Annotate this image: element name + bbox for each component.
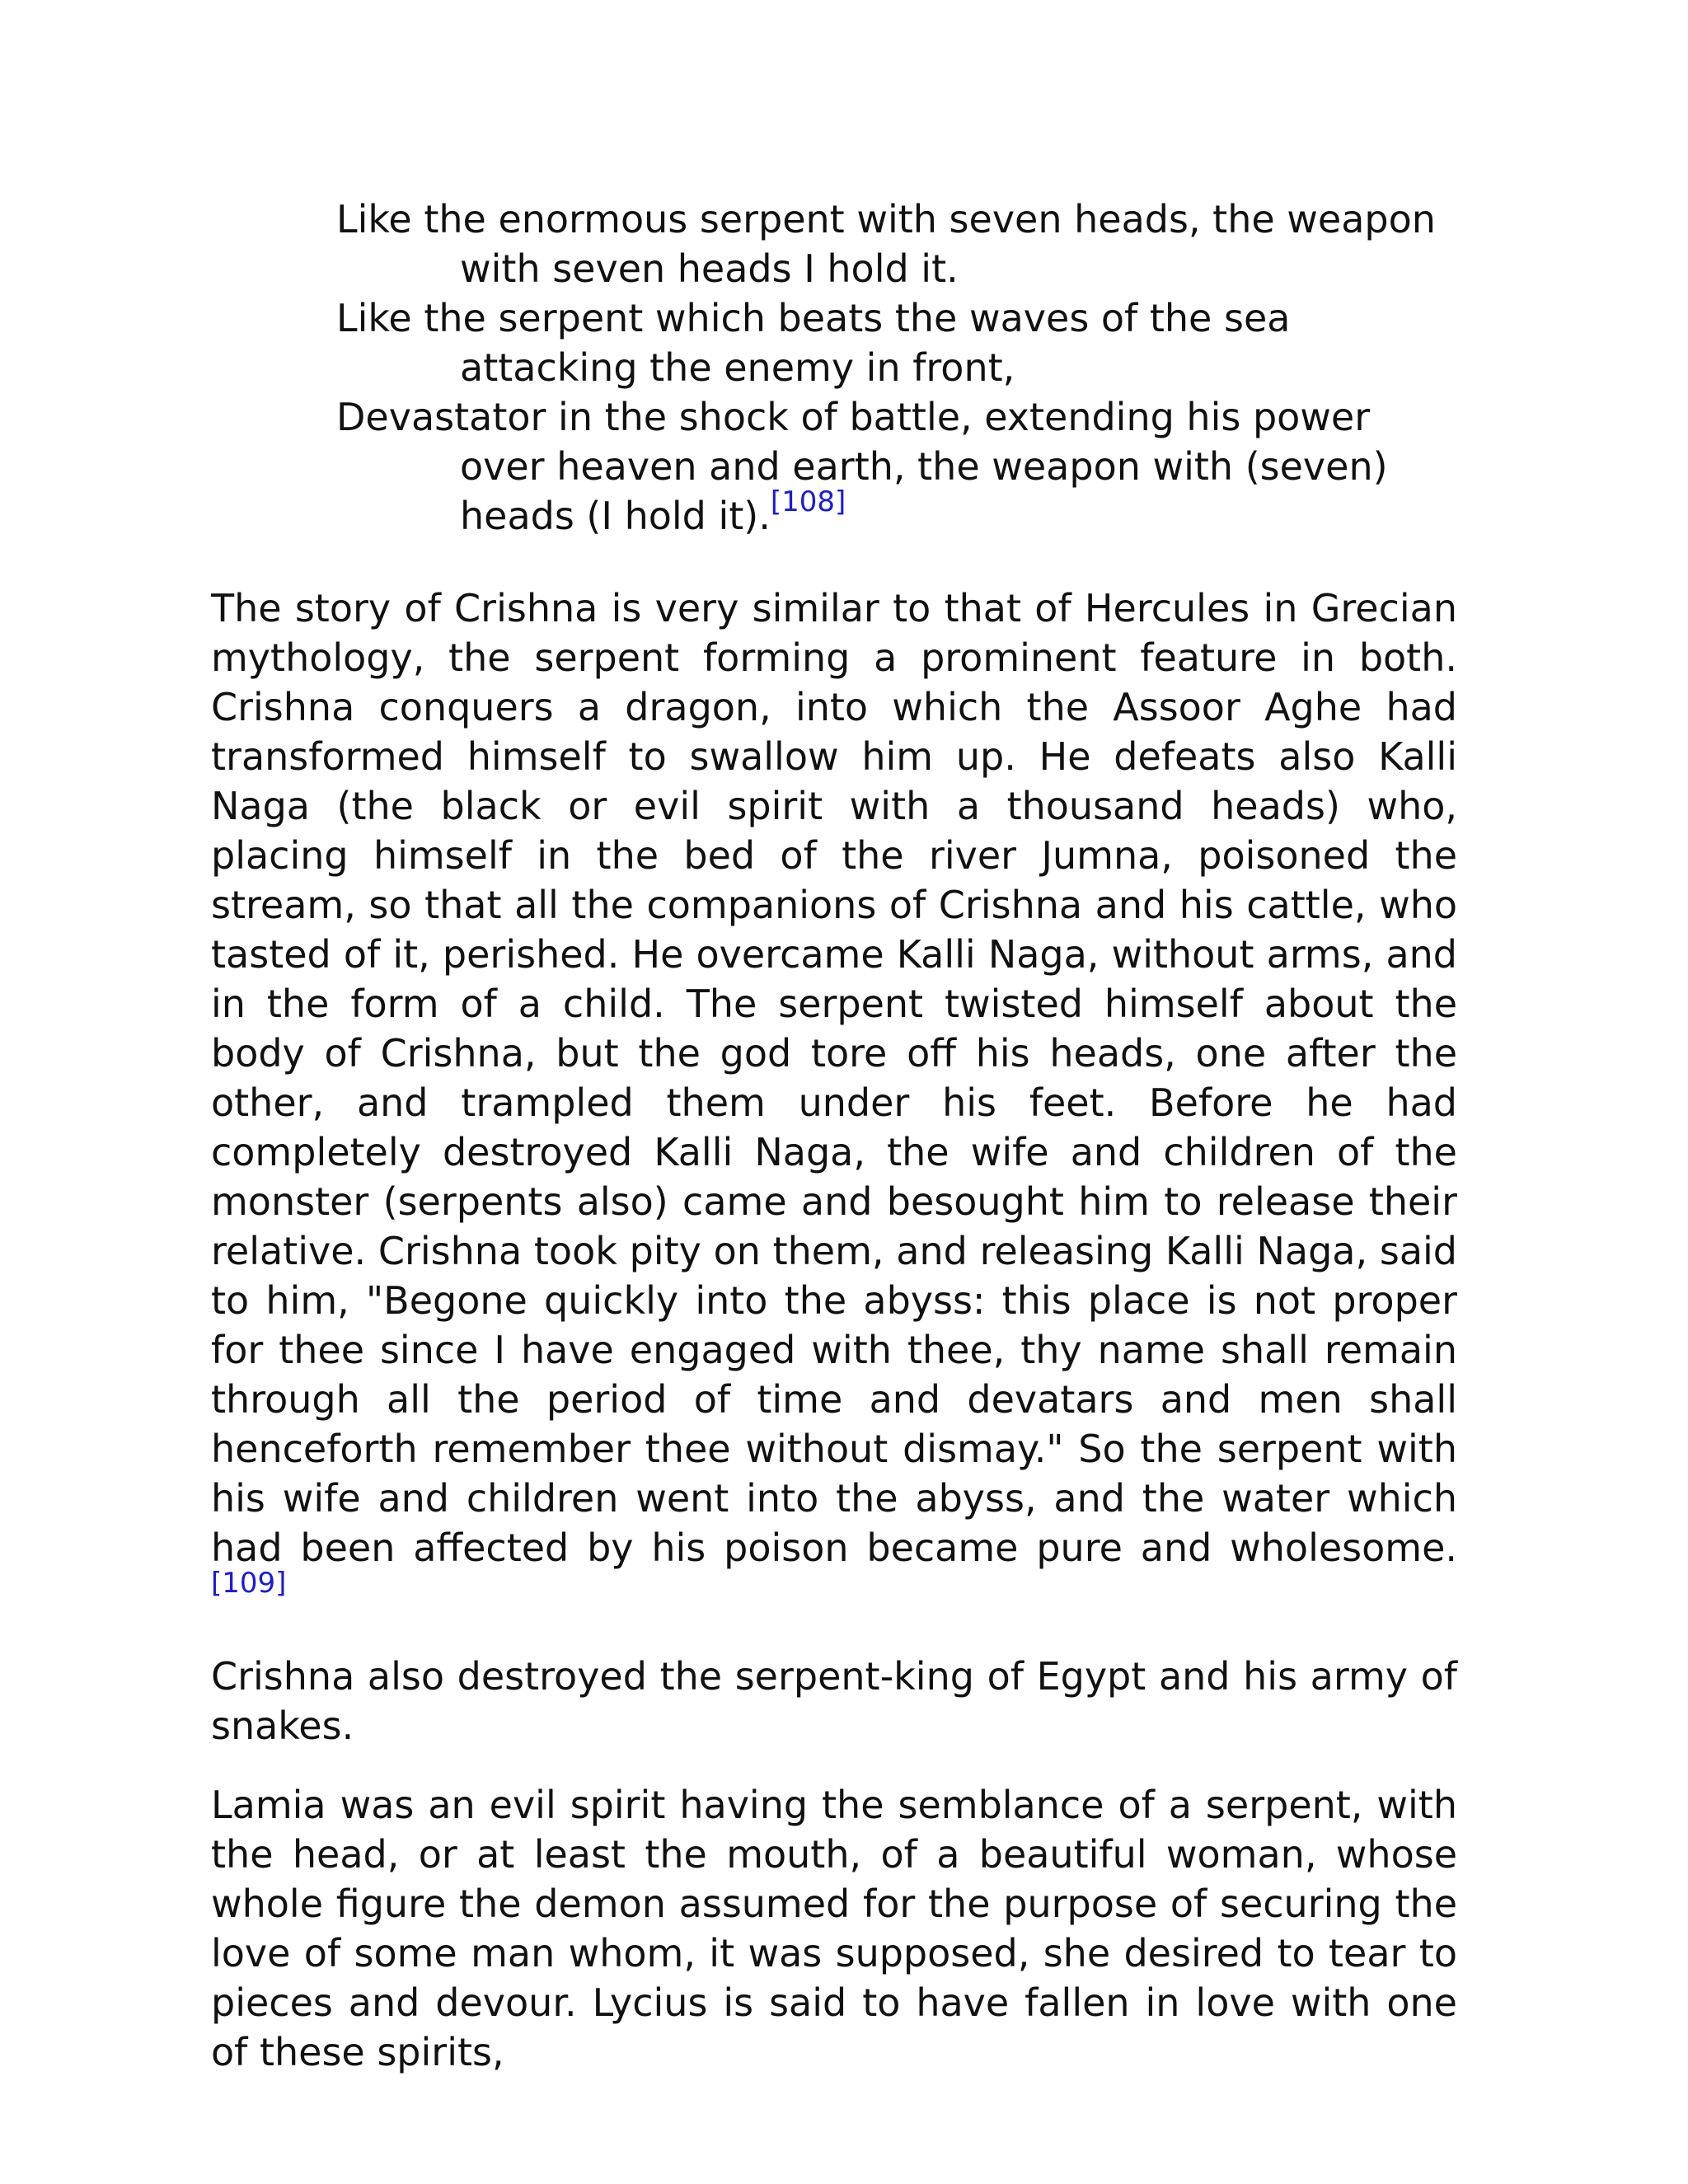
footnote-link-109[interactable]: [109] (211, 1567, 287, 1600)
poem-line (336, 392, 1457, 541)
poem-line (336, 293, 1457, 392)
body-paragraph (211, 1780, 1457, 2077)
poem-line-text: Like the serpent which beats the waves of the sea attacking the enemy in front, (336, 296, 1291, 390)
body-paragraph (211, 583, 1457, 1622)
poem-line (336, 194, 1457, 293)
poem-line-text: Like the enormous serpent with seven heads, the weapon with seven heads I hold it. (336, 197, 1436, 291)
paragraph-text: Lamia was an evil spirit having the semblance of a serpent, with the head, or at least the mouth, of a beautiful woman, whose whole figure the demon assumed for the purpose of securing the love of some man whom, it was supposed, she desired to tear to pieces and devour. Lycius is said to have fallen in love with one of these spirits, (211, 1783, 1457, 2074)
paragraph-text: The story of Crishna is very similar to that of Hercules in Grecian mythology, the serpent forming a prominent feature in both. Crishna conquers a dragon, into which the Assoor Aghe had transformed himself to swallow him up. He defeats also Kalli Naga (the black or evil spirit with a thousand heads) who, placing himself in the bed of the river Jumna, poisoned the stream, so that all the companions of Crishna and his cattle, who tasted of it, perished. He overcame Kalli Naga, without arms, and in the form of a child. The serpent twisted himself about the body of Crishna, but the god tore off his heads, one after the other, and trampled them under his feet. Before he had completely destroyed Kalli Naga, the wife and children of the monster (serpents also) came and besought him to release their relative. Crishna took pity on them, and releasing Kalli Naga, said to him, "Begone quickly into the abyss: this place is not proper for thee since I have engaged with thee, thy name shall remain through all the period of time and devatars and men shall henceforth remember thee without dismay." So the serpent with his wife and children went into the abyss, and the water which had been affected by his poison became pure and wholesome. (211, 586, 1457, 1570)
poem-block (336, 194, 1457, 541)
paragraph-text: Crishna also destroyed the serpent-king of Egypt and his army of snakes. (211, 1654, 1457, 1748)
poem-line-text: Devastator in the shock of battle, extending his power over heaven and earth, the weapon with (seven) heads (I hold it). (336, 395, 1388, 538)
page-content (211, 194, 1457, 2077)
body-paragraph (211, 1652, 1457, 1750)
footnote-link-108[interactable]: [108] (770, 485, 846, 518)
